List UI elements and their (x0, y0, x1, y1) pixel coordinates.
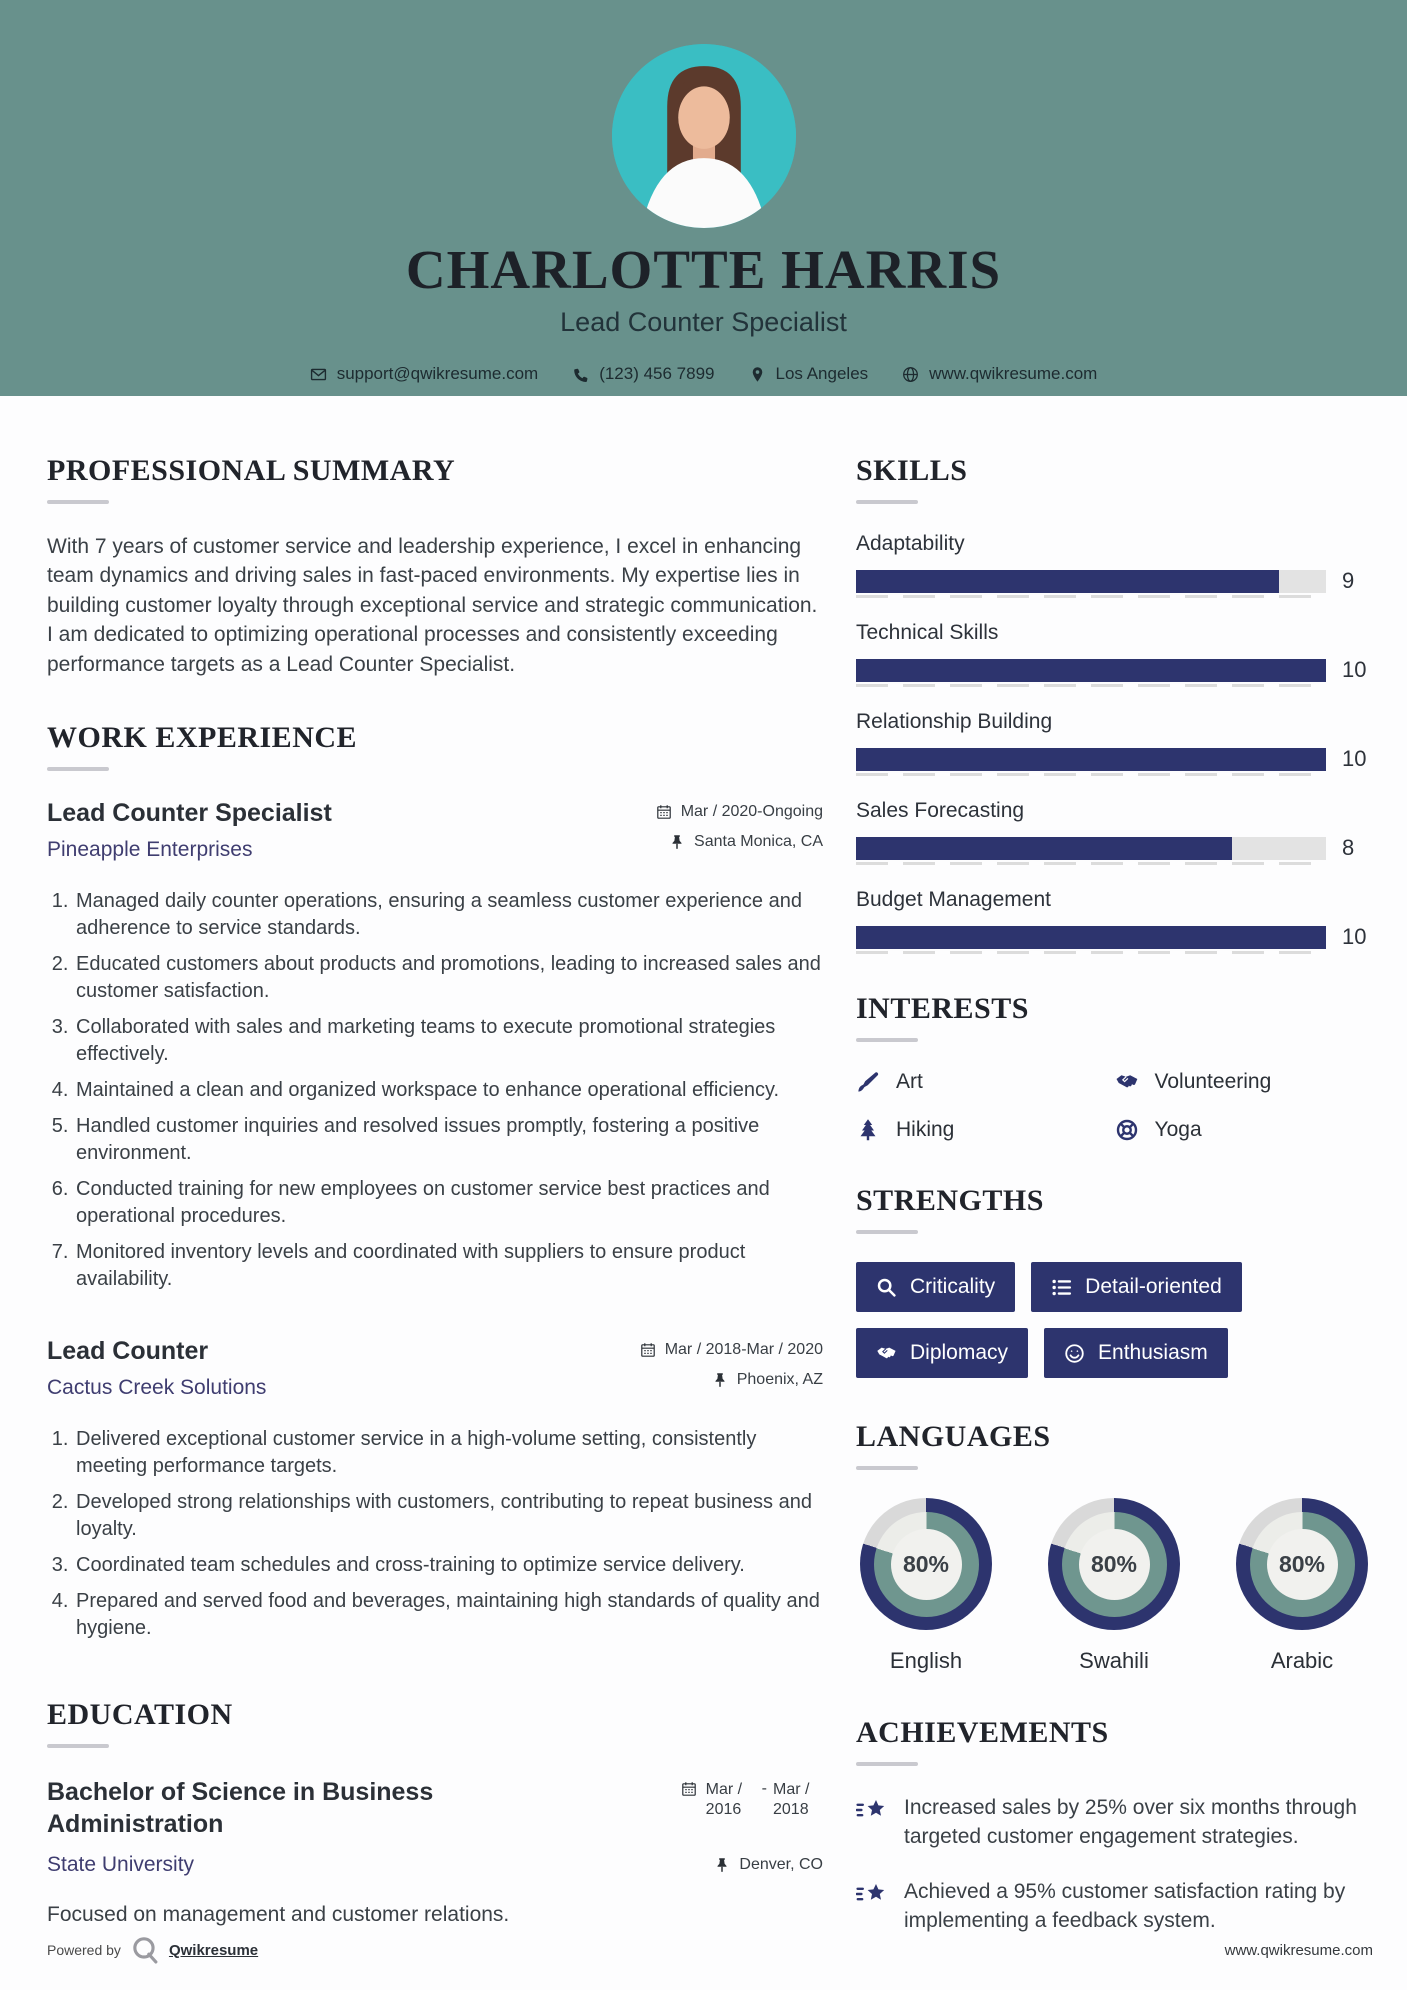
job-bullet: 3. Collaborated with sales and marketing teams to execute promotional strategies effectively. (74, 1014, 823, 1068)
language-donut (860, 1498, 992, 1630)
skill-value: 10 (1342, 657, 1367, 682)
section-professional-summary (47, 454, 823, 679)
achievement-item: Increased sales by 25% over six months through targeted customer engagement strategies. (856, 1794, 1373, 1852)
job-company-link[interactable]: Cactus Creek Solutions (47, 1375, 267, 1399)
section-title: INTERESTS (856, 992, 1029, 1025)
language-gauge (1048, 1498, 1180, 1674)
section-title: PROFESSIONAL SUMMARY (47, 454, 456, 487)
left-column (47, 454, 823, 1978)
job-bullet: 7. Monitored inventory levels and coordinated with suppliers to ensure product availability. (74, 1239, 823, 1293)
section-divider (856, 1762, 918, 1766)
section-work-experience (47, 721, 823, 1642)
summary-text: With 7 years of customer service and leadership experience, I excel in enhancing team dynamics and driving sales in fast-paced environments. My expertise lies in building customer loyalty through exceptional service and strategic communication. I am dedicated to optimizing operational processes and consistently exceeding performance targets as a Lead Counter Specialist. (47, 535, 818, 676)
section-title: EDUCATION (47, 1697, 233, 1731)
pushpin-icon (669, 834, 685, 850)
magnifier-icon (876, 1277, 897, 1298)
section-divider (47, 500, 109, 504)
language-label: Swahili (1079, 1648, 1149, 1673)
handshake-icon (1115, 1070, 1139, 1094)
section-languages (856, 1420, 1373, 1674)
language-donut (1048, 1498, 1180, 1630)
strength-badge: Criticality (856, 1262, 1015, 1312)
avatar-illustration (612, 44, 796, 228)
pushpin-icon (712, 1372, 728, 1388)
envelope-icon (310, 366, 327, 383)
job-bullet: 6. Conducted training for new employees on customer service best practices and operational procedures. (74, 1176, 823, 1230)
language-percent: 80% (1079, 1529, 1150, 1600)
job-bullet: 2. Educated customers about products and promotions, leading to increased sales and customer satisfaction. (74, 951, 823, 1005)
calendar-icon (656, 804, 672, 820)
job-bullet: 5. Handled customer inquiries and resolved issues promptly, fostering a positive environment. (74, 1113, 823, 1167)
skill-bar (856, 748, 1326, 771)
education-location: Denver, CO (714, 1856, 823, 1874)
section-divider (856, 1038, 918, 1042)
skill-item: Sales Forecasting 8 (856, 799, 1355, 860)
header (0, 0, 1407, 396)
smiley-icon (1064, 1343, 1085, 1364)
calendar-icon (681, 1781, 697, 1797)
qwikresume-link[interactable]: Qwikresume (168, 1941, 259, 1959)
job-bullet: 2. Developed strong relationships with customers, contributing to repeat business and loyalty. (74, 1489, 823, 1543)
location-pin-icon (749, 366, 766, 383)
contact-email[interactable]: support@qwikresume.com (310, 364, 539, 384)
language-percent: 80% (891, 1529, 962, 1600)
skill-value: 10 (1342, 746, 1367, 771)
section-title: SKILLS (856, 454, 968, 487)
language-gauge (860, 1498, 992, 1674)
job-title: Lead Counter Specialist (47, 798, 332, 827)
section-divider (47, 1744, 109, 1748)
job-dates: Mar / 2020-Ongoing (656, 803, 823, 821)
section-divider (47, 767, 109, 771)
job-company-link[interactable]: Pineapple Enterprises (47, 837, 253, 861)
shooting-star-icon (856, 1796, 888, 1828)
job-bullet: 1. Managed daily counter operations, ensuring a seamless customer experience and adherence to service standards. (74, 888, 823, 942)
globe-icon (902, 366, 919, 383)
section-achievements (856, 1716, 1373, 1936)
job-location: Santa Monica, CA (669, 833, 823, 851)
language-label: Arabic (1270, 1648, 1334, 1673)
contact-phone: (123) 456 7899 (572, 364, 714, 384)
education-degree: Bachelor of Science in Business Administration (47, 1777, 434, 1839)
job-location: Phoenix, AZ (712, 1371, 823, 1389)
skill-item: Technical Skills 10 (856, 621, 1367, 682)
section-divider (856, 1466, 918, 1470)
person-name: CHARLOTTE HARRIS (405, 239, 1002, 300)
section-skills (856, 454, 1373, 950)
language-donut (1236, 1498, 1368, 1630)
contact-location: Los Angeles (749, 364, 869, 384)
strength-badge: Detail-oriented (1031, 1262, 1242, 1312)
handshake-icon (876, 1343, 897, 1364)
job-bullet-list (47, 888, 823, 1293)
calendar-icon (640, 1342, 656, 1358)
section-strengths (856, 1184, 1373, 1378)
job-title: Lead Counter (47, 1336, 209, 1365)
pine-tree-icon (856, 1118, 880, 1142)
skill-bar (856, 570, 1326, 593)
shooting-star-icon (856, 1880, 888, 1912)
paintbrush-icon (856, 1070, 880, 1094)
education-note: Focused on management and customer relations. (47, 1902, 510, 1926)
interest-item: Yoga (1115, 1118, 1374, 1142)
job-bullet: 4. Prepared and served food and beverages, maintaining high standards of quality and hygiene. (74, 1588, 823, 1642)
education-school-link[interactable]: State University (47, 1852, 195, 1876)
contact-website[interactable]: www.qwikresume.com (902, 364, 1097, 384)
skill-bar (856, 837, 1326, 860)
section-title: WORK EXPERIENCE (47, 720, 358, 754)
section-title: ACHIEVEMENTS (856, 1716, 1109, 1749)
strength-badge: Enthusiasm (1044, 1328, 1228, 1378)
footer (47, 1936, 1373, 1964)
section-title: STRENGTHS (856, 1184, 1044, 1217)
skill-bar (856, 659, 1326, 682)
language-label: English (889, 1648, 963, 1673)
language-gauge (1236, 1498, 1368, 1674)
phone-icon (572, 366, 589, 383)
person-job-title: Lead Counter Specialist (560, 307, 847, 337)
main-content (0, 396, 1407, 1978)
skill-value: 8 (1342, 835, 1355, 860)
qwikresume-logo-icon (131, 1936, 159, 1964)
language-percent: 80% (1267, 1529, 1338, 1600)
section-divider (856, 1230, 918, 1234)
job-dates: Mar / 2018-Mar / 2020 (640, 1341, 823, 1359)
skill-item: Relationship Building 10 (856, 710, 1367, 771)
section-education (47, 1698, 823, 1927)
footer-website: www.qwikresume.com (1224, 1941, 1373, 1959)
job-entry (47, 799, 823, 1293)
pushpin-icon (714, 1857, 730, 1873)
wheel-icon (1115, 1118, 1139, 1142)
job-bullet: 1. Delivered exceptional customer service in a high-volume setting, consistently meeting performance targets. (74, 1426, 823, 1480)
section-divider (856, 500, 918, 504)
job-bullet: 4. Maintained a clean and organized workspace to enhance operational efficiency. (74, 1077, 823, 1104)
contact-row (0, 364, 1407, 384)
education-dates: Mar / 2016 - Mar / 2018 (681, 1780, 823, 1820)
skill-value: 9 (1342, 568, 1355, 593)
right-column (856, 454, 1373, 1978)
skill-bar (856, 926, 1326, 949)
powered-by-label: Powered by (47, 1942, 121, 1958)
job-bullet-list (47, 1426, 823, 1642)
skill-value: 10 (1342, 924, 1367, 949)
job-entry (47, 1337, 823, 1642)
strength-badge: Diplomacy (856, 1328, 1028, 1378)
profile-photo (612, 44, 796, 228)
interest-item: Art (856, 1070, 1115, 1094)
skill-item: Adaptability 9 (856, 532, 1355, 593)
interest-item: Hiking (856, 1118, 1115, 1142)
job-bullet: 3. Coordinated team schedules and cross-training to optimize service delivery. (74, 1552, 823, 1579)
interest-item: Volunteering (1115, 1070, 1374, 1094)
section-title: LANGUAGES (856, 1420, 1051, 1453)
list-icon (1051, 1277, 1072, 1298)
section-interests (856, 992, 1373, 1142)
skill-item: Budget Management 10 (856, 888, 1367, 949)
achievement-item: Achieved a 95% customer satisfaction rating by implementing a feedback system. (856, 1878, 1373, 1936)
